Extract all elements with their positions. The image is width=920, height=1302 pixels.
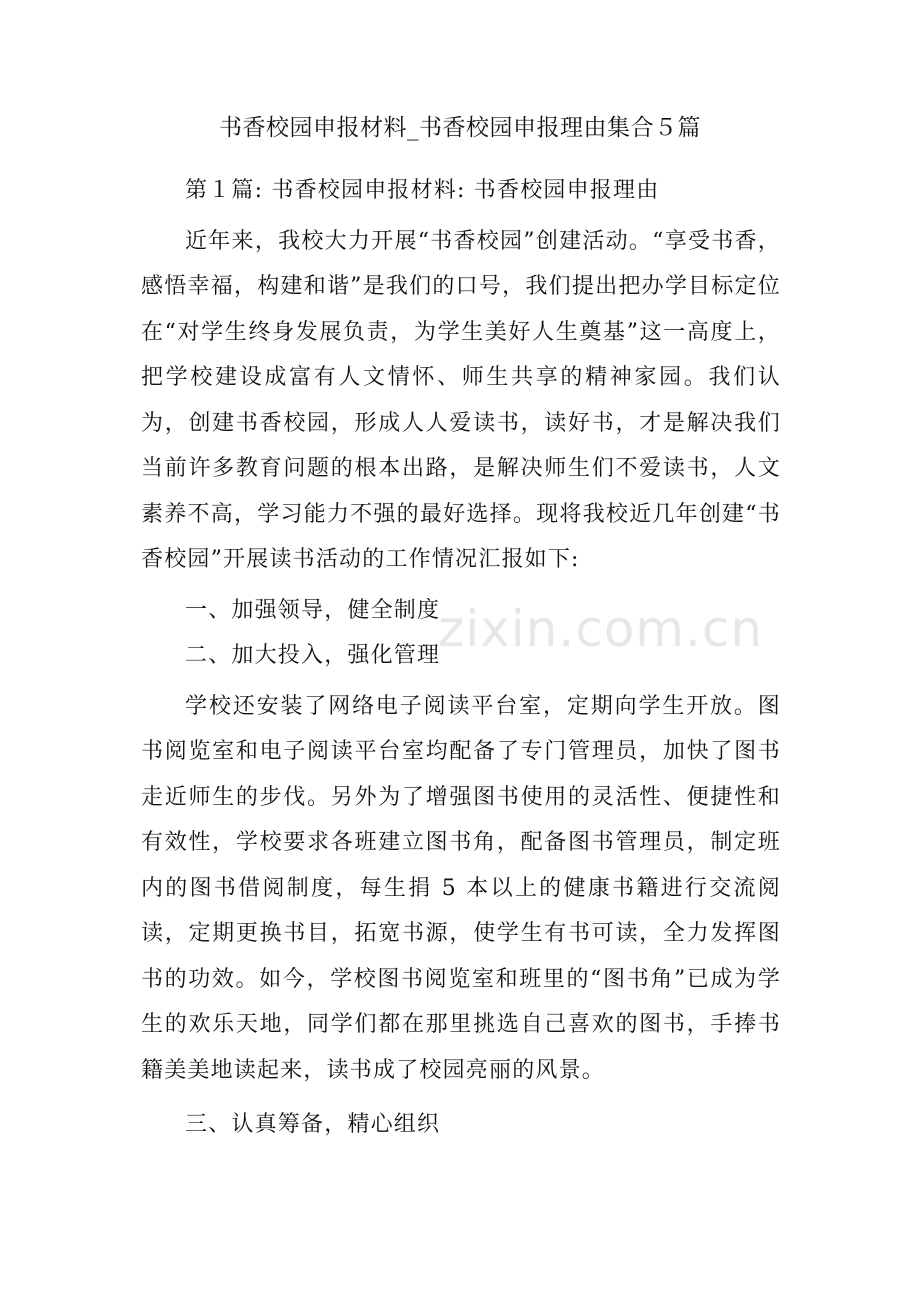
heading-preparation: 三、认真筹备，精心组织 — [185, 1112, 441, 1137]
document-title: 书香校园申报材料_书香校园申报理由集合５篇 — [219, 115, 701, 141]
document-body — [141, 168, 781, 1148]
heading-leadership: 一、加强领导，健全制度 — [185, 597, 441, 623]
watermark-text: zixin.com.cn — [438, 600, 764, 658]
section-heading: 第１篇: 书香校园申报材料: 书香校园申报理由 — [185, 178, 660, 203]
paragraph-library: 学校还安装了网络电子阅读平台室，定期向学生开放。图书阅览室和电子阅读平台室均配备了专门管理员，加快了图书走近师生的步伐。另外为了增强图书使用的灵活性、便捷性和有效性，学校要求各班建立图书角，配备图书管理员，制定班内的图书借阅制度，每生捐 5 本以上的健康书籍进行交流阅读，定期更换书目，拓宽书源，使学生有书可读，全力发挥图书的功效。如今，学校图书阅览室和班里的“图书角”已成为学生的欢乐天地，同学们都在那里挑选自己喜欢的图书，手捧书籍美美地读起来，读书成了校园亮丽的风景。 — [141, 693, 781, 1083]
paragraph-intro: 近年来，我校大力开展“书香校园”创建活动。“享受书香，感悟幸福，构建和谐”是我们的口号，我们提出把办学目标定位在“对学生终身发展负责，为学生美好人生奠基”这一高度上，把学校建设成富有人文情怀、师生共享的精神家园。我们认为，创建书香校园，形成人人爱读书，读好书，才是解决我们当前许多教育问题的根本出路，是解决师生们不爱读书，人文素养不高，学习能力不强的最好选择。现将我校近几年创建“书香校园”开展读书活动的工作情况汇报如下: — [141, 228, 781, 572]
heading-investment: 二、加大投入，强化管理 — [185, 643, 441, 668]
